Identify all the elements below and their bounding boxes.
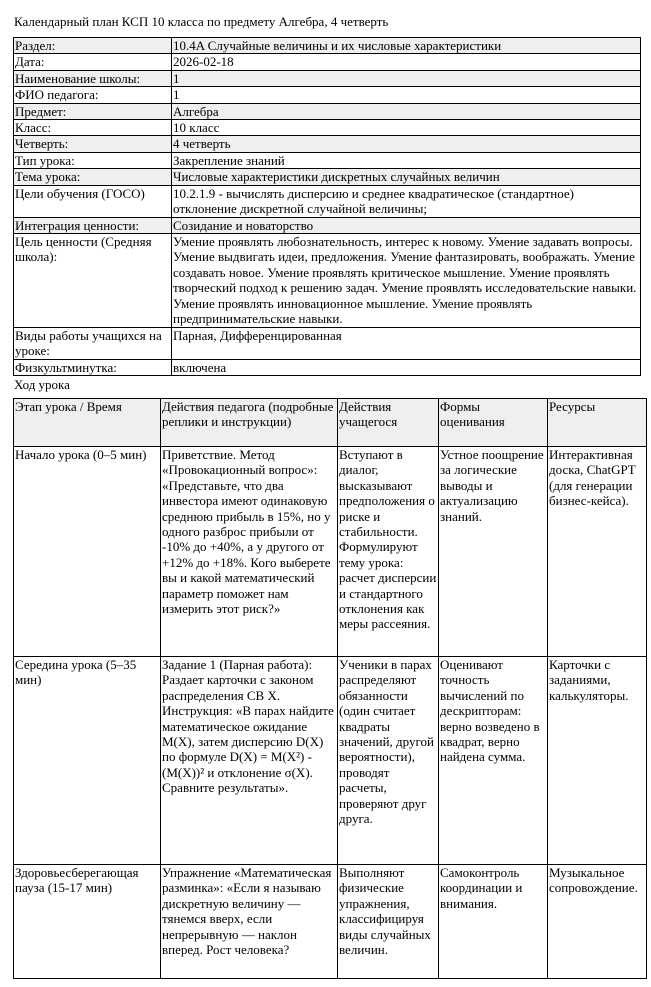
table-row <box>14 447 647 657</box>
info-value: 4 четверть <box>172 136 641 152</box>
table-cell: Выполняют физические упражнения, классифицируя виды случайных величин. <box>338 865 439 979</box>
table-cell: Начало урока (0–5 мин) <box>14 447 161 657</box>
column-header-stage: Этап урока / Время <box>14 399 161 447</box>
table-cell: Интерактивная доска, ChatGPT (для генерации бизнес-кейса). <box>548 447 647 657</box>
table-row <box>14 865 647 979</box>
table-cell: Середина урока (5–35 мин) <box>14 657 161 865</box>
info-value: 2026-02-18 <box>172 54 641 70</box>
info-value: включена <box>172 360 641 376</box>
column-header-student-actions: Действия учащегося <box>338 399 439 447</box>
table-row <box>14 657 647 865</box>
info-value: Созидание и новаторство <box>172 217 641 233</box>
lesson-section-label: Ход урока <box>14 377 70 392</box>
table-cell: Вступают в диалог, высказывают предположения о риске и стабильности. Формулируют тему урока: расчет дисперсии и стандартного отклонения как меры рассеяния. <box>338 447 439 657</box>
column-header-assessment: Формы оценивания <box>439 399 548 447</box>
info-row-date <box>14 54 641 70</box>
info-row-value-goal <box>14 234 641 328</box>
table-cell: Карточки с заданиями, калькуляторы. <box>548 657 647 865</box>
info-row-work-types <box>14 328 641 360</box>
table-cell: Музыкальное сопровождение. <box>548 865 647 979</box>
table-cell: Задание 1 (Парная работа): Раздает карточки с законом распределения СВ X. Инструкция: «В парах найдите математическое ожидание M(X), затем дисперсию D(X) по формуле D(X) = M(X²) - (M(X))² и отклонение σ(X). Сравните результаты». <box>161 657 338 865</box>
info-row-lesson-type <box>14 152 641 168</box>
info-value: 10 класс <box>172 120 641 136</box>
info-key: ФИО педагога: <box>14 87 172 103</box>
table-cell: Приветствие. Метод «Провокационный вопрос»: «Представьте, что два инвестора имеют одинаковую среднюю прибыль в 15%, но у одного разброс прибыли от -10% до +40%, а у другого от +12% до +18%. Кого выберете вы и какой математический параметр поможет нам измерить этот риск?» <box>161 447 338 657</box>
info-row-quarter <box>14 136 641 152</box>
info-key: Физкультминутка: <box>14 360 172 376</box>
info-row-value-integration <box>14 217 641 233</box>
table-cell: Ученики в парах распределяют обязанности (один считает квадраты значений, другой вероятности), проводят расчеты, проверяют друг друга. <box>338 657 439 865</box>
info-row-physical-break <box>14 360 641 376</box>
info-key: Тип урока: <box>14 152 172 168</box>
info-value: 1 <box>172 87 641 103</box>
info-key: Тема урока: <box>14 169 172 185</box>
table-cell: Упражнение «Математическая разминка»: «Если я называю дискретную величину — тянемся вверх, если непрерывную — наклон вперед. Рост человека? <box>161 865 338 979</box>
info-table <box>13 37 641 376</box>
info-value: Умение проявлять любознательность, интерес к новому. Умение задавать вопросы. Умение выдвигать идеи, предложения. Умение фантазировать, воображать. Умение создавать новое. Умение проявлять критическое мышление. Умение проявлять творческий подход к решению задач. Умение проявлять исследовательские навыки. Умение проявлять инновационное мышление. Умение проявлять предпринимательские навыки. <box>172 234 641 328</box>
info-row-teacher <box>14 87 641 103</box>
info-key: Предмет: <box>14 103 172 119</box>
info-row-class <box>14 120 641 136</box>
info-key: Раздел: <box>14 38 172 54</box>
lesson-table-header <box>14 399 647 447</box>
info-key: Наименование школы: <box>14 70 172 86</box>
info-row-school <box>14 70 641 86</box>
info-key: Цели обучения (ГОСО) <box>14 185 172 217</box>
info-row-topic <box>14 169 641 185</box>
info-value: Числовые характеристики дискретных случайных величин <box>172 169 641 185</box>
info-value: Закрепление знаний <box>172 152 641 168</box>
column-header-resources: Ресурсы <box>548 399 647 447</box>
table-cell: Здоровьесберегающая пауза (15-17 мин) <box>14 865 161 979</box>
info-row-subject <box>14 103 641 119</box>
document-title: Календарный план КСП 10 класса по предмету Алгебра, 4 четверть <box>14 14 389 29</box>
info-row-section <box>14 38 641 54</box>
info-key: Виды работы учащихся на уроке: <box>14 328 172 360</box>
info-value: Алгебра <box>172 103 641 119</box>
info-row-learning-goals <box>14 185 641 217</box>
info-key: Цель ценности (Средняя школа): <box>14 234 172 328</box>
column-header-teacher-actions: Действия педагога (подробные реплики и инструкции) <box>161 399 338 447</box>
table-cell: Устное поощрение за логические выводы и актуализацию знаний. <box>439 447 548 657</box>
info-value: 10.4A Случайные величины и их числовые характеристики <box>172 38 641 54</box>
info-value: 10.2.1.9 - вычислять дисперсию и среднее квадратическое (стандартное) отклонение дискретной случайной величины; <box>172 185 641 217</box>
info-key: Дата: <box>14 54 172 70</box>
table-cell: Оценивают точность вычислений по дескрипторам: верно возведено в квадрат, верно найдена сумма. <box>439 657 548 865</box>
info-key: Интеграция ценности: <box>14 217 172 233</box>
lesson-table <box>13 398 647 979</box>
table-cell: Самоконтроль координации и внимания. <box>439 865 548 979</box>
info-key: Класс: <box>14 120 172 136</box>
info-value: Парная, Дифференцированная <box>172 328 641 360</box>
info-value: 1 <box>172 70 641 86</box>
info-key: Четверть: <box>14 136 172 152</box>
